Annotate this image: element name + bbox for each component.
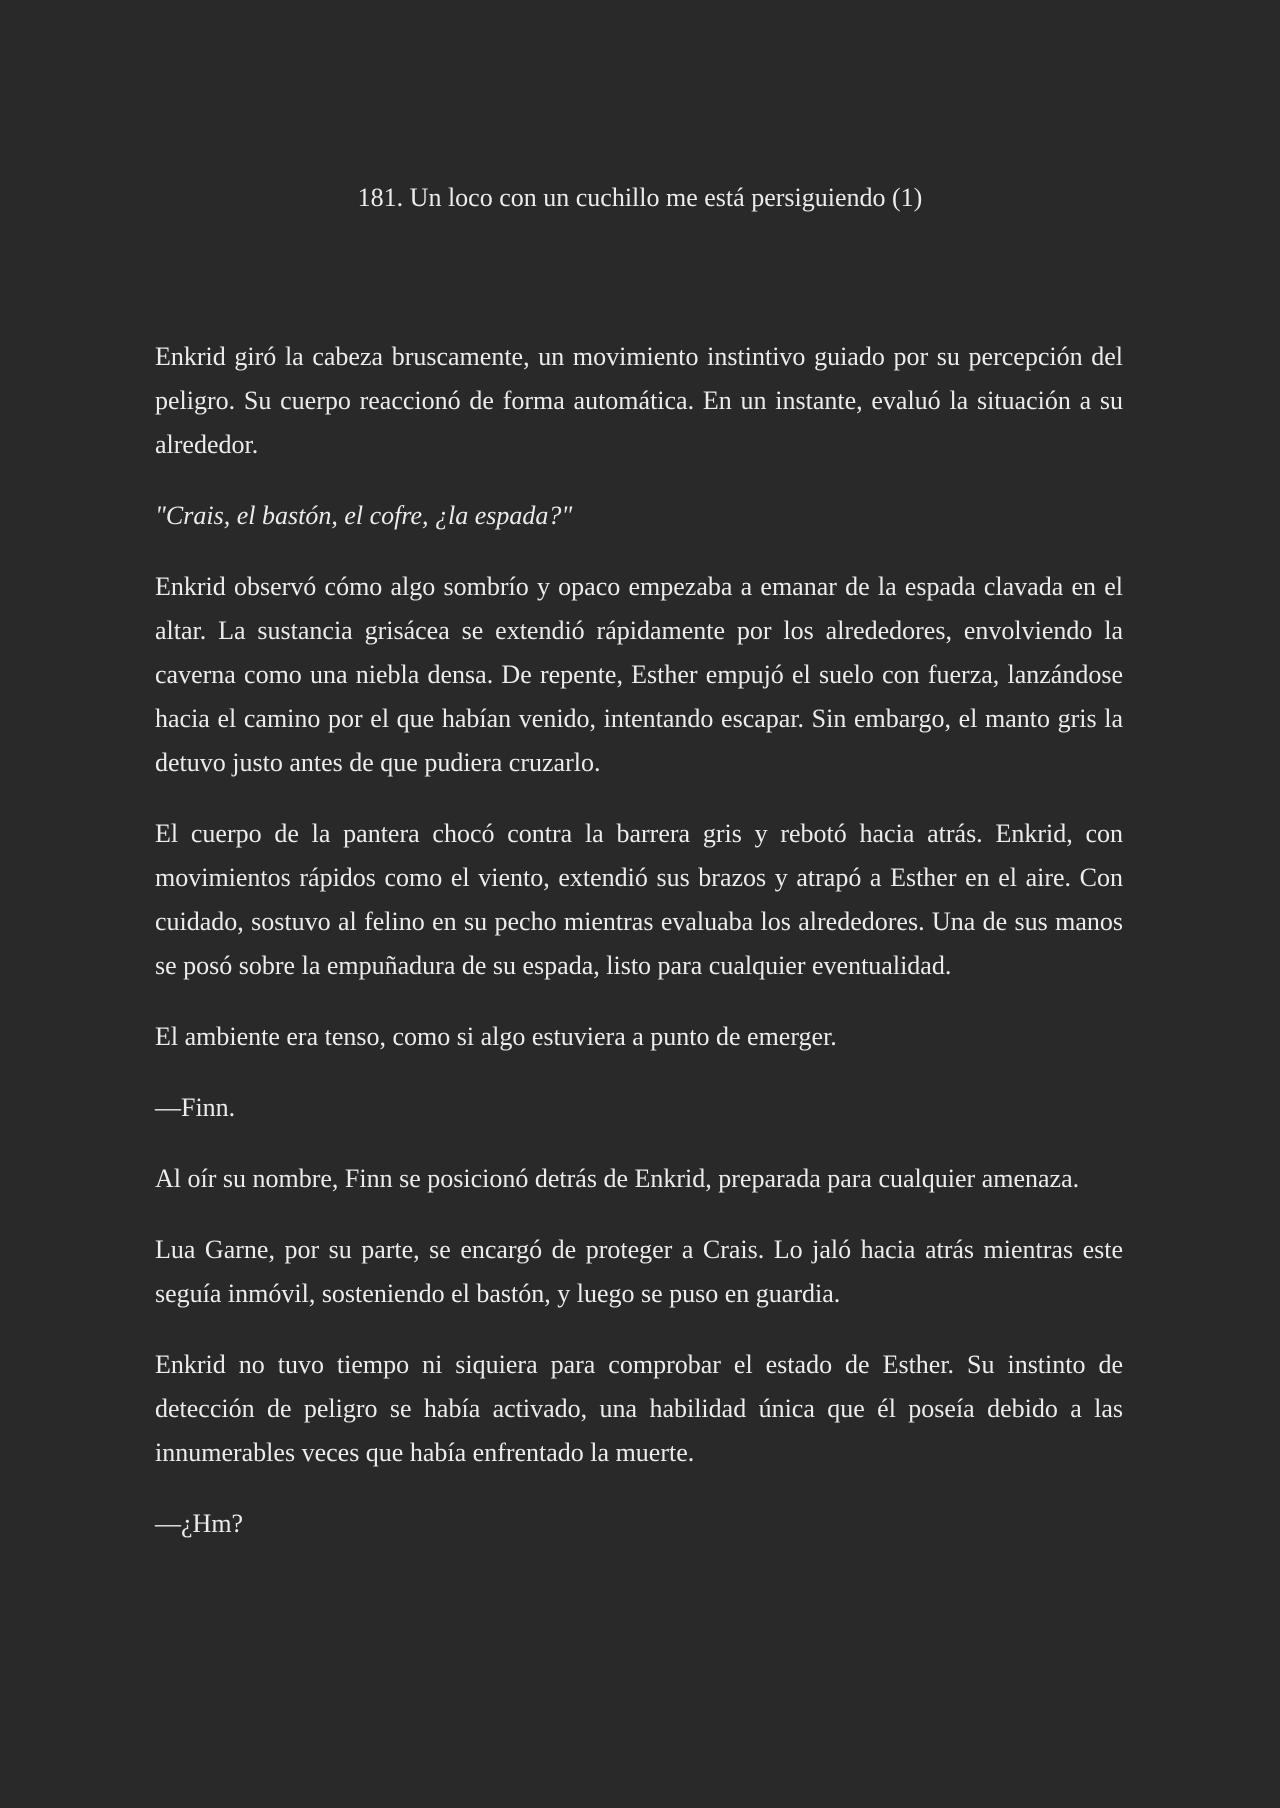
paragraph: Enkrid observó cómo algo sombrío y opaco empezaba a emanar de la espada clavada en el altar. La sustancia grisácea se extendió rápidamente por los alrededores, envolviendo la caverna como una niebla densa. De repente, Esther empujó el suelo con fuerza, lanzándose hacia el camino por el que habían venido, intentando escapar. Sin embargo, el manto gris la detuvo justo antes de que pudiera cruzarlo. (155, 572, 1123, 777)
paragraph: Enkrid giró la cabeza bruscamente, un movimiento instintivo guiado por su percepción del peligro. Su cuerpo reaccionó de forma automática. En un instante, evaluó la situación a su alrededor. (155, 342, 1123, 459)
paragraph: El ambiente era tenso, como si algo estuviera a punto de emerger. (155, 1022, 837, 1051)
dialogue-paragraph: —Finn. (155, 1093, 236, 1122)
paragraph: Enkrid no tuvo tiempo ni siquiera para comprobar el estado de Esther. Su instinto de detección de peligro se había activado, una habilidad única que él poseía debido a las innumerables veces que había enfrentado la muerte. (155, 1350, 1123, 1467)
chapter-title: 181. Un loco con un cuchillo me está persiguiendo (1) (357, 183, 923, 212)
dialogue-paragraph: —¿Hm? (155, 1509, 244, 1538)
paragraph: El cuerpo de la pantera chocó contra la barrera gris y rebotó hacia atrás. Enkrid, con movimientos rápidos como el viento, extendió sus brazos y atrapó a Esther en el aire. Con cuidado, sostuvo al felino en su pecho mientras evaluaba los alrededores. Una de sus manos se posó sobre la empuñadura de su espada, listo para cualquier eventualidad. (155, 819, 1123, 980)
chapter-body (155, 335, 1123, 1573)
thought-paragraph: "Crais, el bastón, el cofre, ¿la espada?" (155, 501, 573, 530)
paragraph: Al oír su nombre, Finn se posicionó detrás de Enkrid, preparada para cualquier amenaza. (155, 1164, 1080, 1193)
paragraph: Lua Garne, por su parte, se encargó de proteger a Crais. Lo jaló hacia atrás mientras este seguía inmóvil, sosteniendo el bastón, y luego se puso en guardia. (155, 1235, 1123, 1308)
